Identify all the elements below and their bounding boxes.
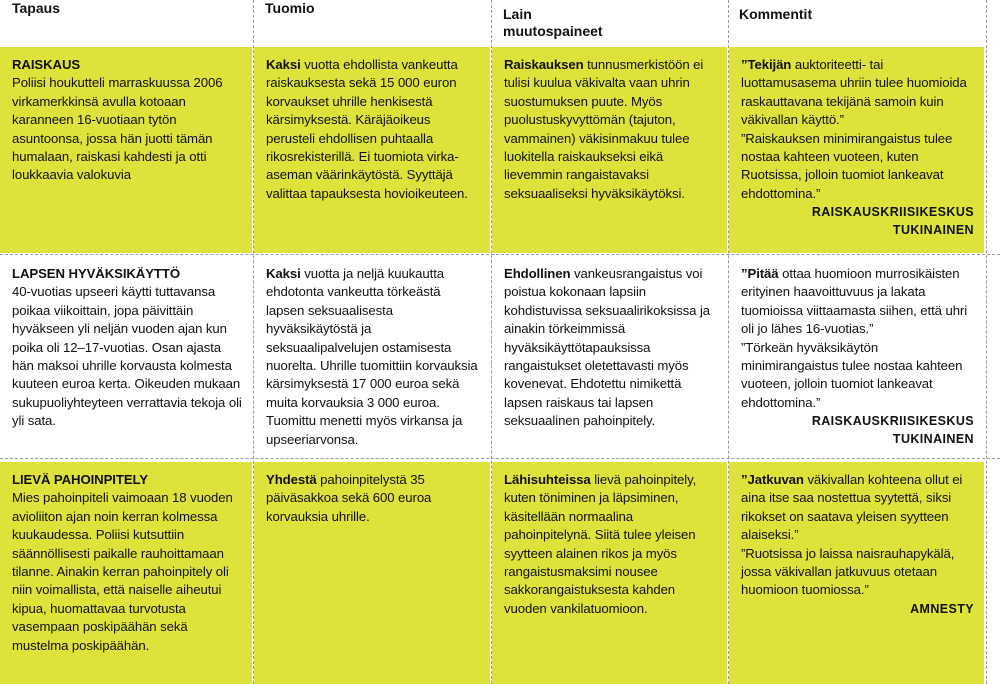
cell-tuomio-raiskaus — [254, 47, 490, 253]
row-divider — [0, 458, 1000, 459]
row-divider — [0, 254, 1000, 255]
column-header-tuomio: Tuomio — [265, 0, 315, 16]
comment-text: ottaa huomioon murrosikäisten erityinen haavoittuvuus ja lakata tuomioissa viittaamasta siihen, että uhri oli jo lähes 16-vuotias.” — [741, 266, 968, 337]
verdict-lead: Kaksi — [266, 266, 301, 281]
comment-lead: ”Jatkuvan — [741, 472, 804, 487]
comment-lead: ”Pitää — [741, 266, 779, 281]
column-header-kommentit: Kommentit — [739, 6, 813, 22]
column-divider — [728, 0, 729, 684]
cell-laki-lapsen-hyvaksikaytto — [492, 256, 727, 456]
cell-tapaus-raiskaus — [0, 47, 252, 253]
law-lead: Ehdollinen — [504, 266, 571, 281]
comment-signature: RAISKAUSKRIISIKESKUS TUKINAINEN — [811, 414, 974, 447]
verdict-text: vuotta ja neljä kuukautta ehdotonta vankeutta törkeästä lapsen seksuaalisesta hyväksikäytöstä ja seksuaalipalvelujen ostamisesta nuorelta. Uhrille tuomittiin korvauksia kärsimyksestä 17 000 euroa sekä muita korvauksia 3 000 euroa. Tuomittu menetti myös virkansa ja upseeriarvonsa. — [266, 266, 478, 447]
law-lead: Raiskauksen — [504, 57, 584, 72]
comment-text-2: ”Ruotsissa jo laissa naisrauhapykälä, jossa väkivallan jatkuvuus otetaan huomioon tuomiossa.” — [741, 545, 955, 598]
case-title: RAISKAUS — [12, 57, 81, 72]
verdict-text: pahoinpitelystä 35 päiväsakkoa sekä 600 euroa korvauksia uhrille. — [266, 472, 432, 524]
verdict-lead: Yhdestä — [266, 472, 317, 487]
cell-laki-raiskaus — [492, 47, 727, 253]
comment-text-2: ”Törkeän hyväksikäytön minimirangaistus tulee nostaa kahteen vuoteen, jolloin tuomiot lankeavat ehdottomina.” — [741, 339, 963, 410]
comment-signature: RAISKAUSKRIISIKESKUS TUKINAINEN — [811, 205, 974, 238]
column-divider — [986, 0, 987, 684]
case-text: 40-vuotias upseeri käytti tuttavansa poikaa viikoittain, jopa päivittäin hyväkseen yli neljän vuoden ajan kun poika oli 12–17-vuotias. Osan ajasta hän maksoi uhrille korvausta kolmesta kuuteen euroa kerta. Oikeuden mukaan sukupuoliyhteyteen verrattavia tekoja oli yli sata. — [12, 284, 242, 429]
cell-tapaus-lapsen-hyvaksikaytto — [0, 256, 252, 456]
comment-text-2: ”Raiskauksen minimirangaistus tulee nostaa kahteen vuoteen, kuten Ruotsissa, jolloin tuomiot lankeavat ehdottomina.” — [741, 130, 953, 201]
comment-signature: AMNESTY — [910, 601, 974, 616]
cell-tuomio-lieva-pahoinpitely — [254, 462, 490, 684]
law-text: lievä pahoinpitely, kuten töniminen ja läpsiminen, käsitellään normaalina pahoinpitelynä. Siitä tulee yleisen syytteen alainen rikos ja myös rangaistusmaksimi nousee sakkorangaistuksesta kahden vuoden vankilatuomioon. — [504, 472, 697, 616]
cell-tuomio-lapsen-hyvaksikaytto — [254, 256, 490, 456]
cell-laki-lieva-pahoinpitely — [492, 462, 727, 684]
column-header-lain-muutospaineet: Lain muutospaineet — [503, 6, 603, 39]
cell-tapaus-lieva-pahoinpitely — [0, 462, 252, 684]
cell-kommentit-raiskaus — [729, 47, 984, 253]
comment-text: auktoriteetti- tai luottamusasema uhriin tulee huomioida raskauttavana tekijänä samoin kuin väkivallan käyttö.” — [741, 57, 967, 128]
case-text: Mies pahoinpiteli vaimoaan 18 vuoden avioliiton ajan noin kerran kolmessa kuukaudessa. Poliisi kutsuttiin säännöllisesti paikalle rauhoittamaan tilanne. Ainakin kerran pahoinpitely oli niin voimallista, että naiselle aiheutui kipua, huomattavaa turvotusta vasempaan poskipäähän sekä mustelma poskipäähän. — [12, 490, 233, 653]
comment-lead: ”Tekijän — [741, 57, 792, 72]
cell-kommentit-lapsen-hyvaksikaytto — [729, 256, 984, 456]
verdict-lead: Kaksi — [266, 57, 301, 72]
law-lead: Lähisuhteissa — [504, 472, 591, 487]
cell-kommentit-lieva-pahoinpitely — [729, 462, 984, 684]
case-text: Poliisi houkutteli marraskuussa 2006 virkamerkkinsä avulla kotoaan karanneen 16-vuotiaan tytön asuntoonsa, jossa hän juotti tämän humalaan, raiskasi kahdesti ja otti loukkaavia valokuvia — [12, 75, 223, 183]
case-title: LAPSEN HYVÄKSIKÄYTTÖ — [12, 266, 180, 281]
column-header-tapaus: Tapaus — [12, 0, 60, 16]
law-text: tunnusmerkistöön ei tulisi kuulua väkivalta vaan uhrin suostumuksen puute. Myös puolustuskyvyttömän (tajuton, vammainen) väkisinmakuu tulee luokitella raiskaukseksi eikä lievemmin rangaistavaksi seksuaaliseksi hyväksikäytöksi. — [504, 57, 704, 201]
column-divider — [491, 0, 492, 684]
law-text: vankeusrangaistus voi poistua kokonaan lapsiin kohdistuvissa seksuaalirikoksissa ja ainakin törkeimmissä hyväksikäyttötapauksissa rangaistukset oletettavasti myös kovenevat. Ehdotettu nimikettä lapsen raiskaus tai lapsen seksuaalinen pahoinpitely. — [504, 266, 711, 429]
case-title: LIEVÄ PAHOINPITELY — [12, 472, 148, 487]
column-divider — [253, 0, 254, 684]
verdict-text: vuotta ehdollista vankeutta raiskauksesta sekä 15 000 euron korvaukset uhrille henkisestä kärsimyksestä. Käräjäoikeus perusteli ehdollisen puhtaalla rikosrekisterillä. Ei tuomiota virka-aseman väärinkäytöstä. Syyttäjä valittaa tapauksesta hovioikeuteen. — [266, 57, 468, 201]
comment-text: väkivallan kohteena ollut ei aina itse saa nostettua syytettä, siksi rikokset on saatava yleisen syytteen alaiseksi.” — [741, 472, 963, 543]
